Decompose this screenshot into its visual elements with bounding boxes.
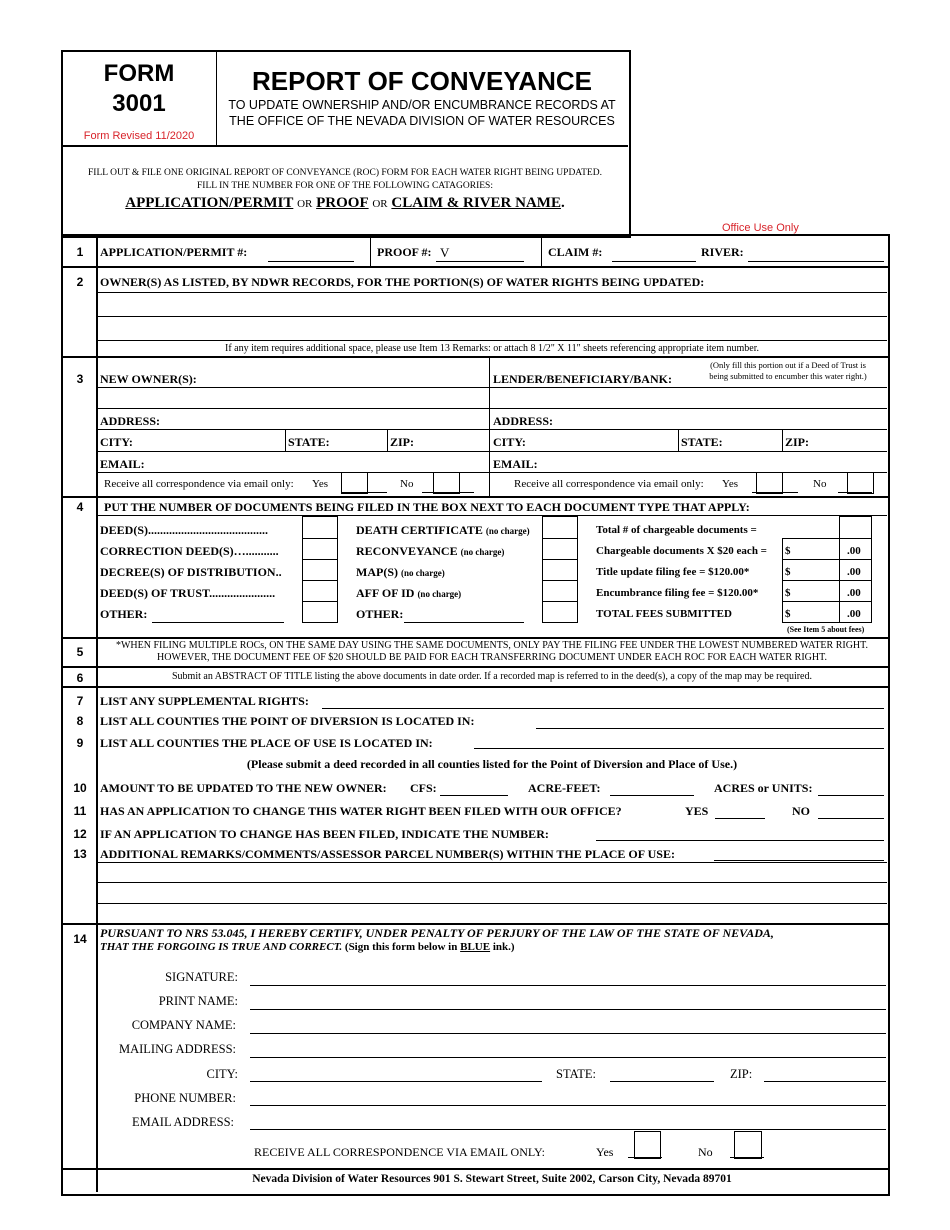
- doc-deeds-of-trust-label: DEED(S) OF TRUST......................: [100, 586, 276, 600]
- claim-label: CLAIM #:: [548, 245, 603, 259]
- maps-note: (no charge): [401, 568, 445, 578]
- lender-line[interactable]: [490, 408, 887, 409]
- total-chargeable-label: Total # of chargeable documents =: [596, 524, 757, 536]
- app-permit-field[interactable]: [268, 261, 354, 262]
- lender-state-label: STATE:: [681, 435, 723, 449]
- mailing-address-label: MAILING ADDRESS:: [118, 1042, 236, 1056]
- lender-no-checkbox[interactable]: [847, 472, 874, 494]
- total-chargeable-box[interactable]: [839, 516, 872, 539]
- decree-count-box[interactable]: [303, 560, 336, 580]
- total-fees-label: TOTAL FEES SUBMITTED: [596, 608, 732, 620]
- reconveyance-note: (no charge): [460, 547, 505, 557]
- company-name-label: COMPANY NAME:: [131, 1018, 236, 1032]
- category-proof: PROOF: [316, 195, 369, 211]
- doc-other-2-field[interactable]: [404, 622, 524, 623]
- category-claim: CLAIM & RIVER NAME: [391, 195, 561, 211]
- doc-other-1-field[interactable]: [152, 622, 284, 623]
- river-label: RIVER:: [701, 245, 744, 259]
- new-owner-label: NEW OWNER(S):: [100, 372, 197, 386]
- maps-count-box[interactable]: [543, 560, 576, 580]
- total-fees-field[interactable]: [786, 602, 838, 621]
- or-2: OR: [372, 198, 388, 210]
- abstract-of-title-note: Submit an ABSTRACT OF TITLE listing the above documents in date order. If a recorded map is referred to in the deed(s), a copy of the map may be required.: [171, 671, 812, 682]
- cents-1: .00: [847, 545, 861, 557]
- dollar-sign-1: $: [785, 545, 791, 557]
- item-number-5: 5: [76, 645, 84, 659]
- new-owner-city-label: CITY:: [100, 435, 133, 449]
- item-number-10: 10: [73, 781, 87, 795]
- certification-line-2: [100, 941, 515, 953]
- doc-other-1-label: OTHER:: [100, 607, 148, 621]
- owners-label: OWNER(S) AS LISTED, BY NDWR RECORDS, FOR THE PORTION(S) OF WATER RIGHTS BEING UPDATED:: [100, 275, 705, 289]
- correction-deeds-count-box[interactable]: [303, 539, 336, 559]
- change-application-label: HAS AN APPLICATION TO CHANGE THIS WATER RIGHT BEEN FILED WITH OUR OFFICE?: [100, 804, 622, 818]
- new-owner-email-label: EMAIL:: [100, 457, 145, 471]
- item-number-9: 9: [76, 736, 84, 750]
- item-number-11: 11: [73, 804, 87, 818]
- supplemental-rights-label: LIST ANY SUPPLEMENTAL RIGHTS:: [100, 694, 309, 708]
- remarks-first-line[interactable]: [714, 860, 884, 861]
- form-revised: Form Revised 11/2020: [83, 130, 195, 142]
- lender-note: [690, 360, 886, 382]
- instruction-2: FILL IN THE NUMBER FOR ONE OF THE FOLLOWING CATAGORIES:: [197, 181, 493, 191]
- receive-no-label: No: [698, 1145, 713, 1159]
- city-field[interactable]: [250, 1081, 542, 1082]
- cfs-label: CFS:: [410, 781, 437, 795]
- reconveyance-text: RECONVEYANCE: [356, 544, 458, 558]
- change-yes-label: YES: [685, 804, 709, 818]
- doc-aff-of-id-label: [356, 586, 461, 601]
- death-certificate-text: DEATH CERTIFICATE: [356, 523, 483, 537]
- blue-ink: BLUE: [460, 941, 491, 953]
- lender-yes-checkbox[interactable]: [756, 472, 783, 494]
- proof-value[interactable]: V: [440, 245, 450, 260]
- category-app: APPLICATION/PERMIT: [125, 195, 294, 211]
- other-2-count-box[interactable]: [543, 602, 576, 621]
- receive-yes-label: Yes: [596, 1145, 614, 1159]
- office-use-label: Office Use Only: [722, 222, 799, 234]
- dollar-sign-2: $: [785, 566, 791, 578]
- death-certificate-count-box[interactable]: [543, 517, 576, 538]
- header-rule: [62, 145, 628, 147]
- aff-of-id-text: AFF OF ID: [356, 586, 415, 600]
- header-divider: [216, 52, 217, 146]
- cfs-field[interactable]: [440, 795, 508, 796]
- maps-text: MAP(S): [356, 565, 398, 579]
- doc-maps-label: [356, 565, 445, 580]
- lender-address-label: ADDRESS:: [493, 414, 554, 428]
- owners-line-2[interactable]: [97, 340, 887, 341]
- pou-counties-field[interactable]: [474, 748, 884, 749]
- print-name-field[interactable]: [250, 1009, 886, 1010]
- change-yes-field[interactable]: [715, 818, 765, 819]
- new-owner-state-label: STATE:: [288, 435, 330, 449]
- item-number-7: 7: [76, 694, 84, 708]
- new-owner-line[interactable]: [97, 408, 489, 409]
- lender-yes-label: Yes: [722, 478, 739, 490]
- certification-true-correct: THAT THE FORGOING IS TRUE AND CORRECT.: [100, 941, 343, 953]
- or-1: OR: [297, 198, 313, 210]
- pod-counties-field[interactable]: [536, 728, 884, 729]
- state-field[interactable]: [610, 1081, 714, 1082]
- doc-decree-label: DECREE(S) OF DISTRIBUTION..: [100, 565, 282, 579]
- print-name-label: PRINT NAME:: [158, 994, 238, 1008]
- subtitle-1: TO UPDATE OWNERSHIP AND/OR ENCUMBRANCE RECORDS AT: [228, 98, 616, 112]
- item-number-2: 2: [76, 275, 84, 289]
- aff-of-id-note: (no charge): [417, 589, 462, 599]
- receive-no-checkbox[interactable]: [734, 1131, 762, 1159]
- item-number-12: 12: [73, 827, 87, 841]
- receive-email-label: RECEIVE ALL CORRESPONDENCE VIA EMAIL ONLY:: [254, 1145, 545, 1159]
- remarks-label: ADDITIONAL REMARKS/COMMENTS/ASSESSOR PARCEL NUMBER(S) WITHIN THE PLACE OF USE:: [100, 847, 675, 861]
- lender-no-label: No: [813, 478, 827, 490]
- signature-field[interactable]: [250, 985, 886, 986]
- item-number-1: 1: [76, 245, 84, 259]
- deeds-count-box[interactable]: [303, 517, 336, 538]
- city-label: CITY:: [206, 1067, 238, 1081]
- item-number-3: 3: [76, 372, 84, 386]
- encumbrance-fee-label: Encumbrance filing fee = $120.00*: [596, 587, 759, 599]
- email-address-field[interactable]: [250, 1129, 886, 1130]
- remarks-line-2[interactable]: [97, 882, 887, 883]
- cents-2: .00: [847, 566, 861, 578]
- mailing-address-field[interactable]: [250, 1057, 886, 1058]
- form-number: 3001: [112, 90, 166, 117]
- item-number-8: 8: [76, 714, 84, 728]
- acres-units-field[interactable]: [818, 795, 884, 796]
- lender-city-label: CITY:: [493, 435, 526, 449]
- change-no-field[interactable]: [818, 818, 884, 819]
- ink-text: ink.): [492, 941, 515, 953]
- pod-counties-label: LIST ALL COUNTIES THE POINT OF DIVERSION IS LOCATED IN:: [100, 714, 475, 728]
- supplemental-rights-field[interactable]: [322, 708, 884, 709]
- doc-reconveyance-label: [356, 544, 504, 559]
- proof-field[interactable]: [436, 261, 524, 262]
- doc-other-2-label: OTHER:: [356, 607, 404, 621]
- amount-label: AMOUNT TO BE UPDATED TO THE NEW OWNER:: [100, 781, 387, 795]
- new-owner-zip-label: ZIP:: [390, 435, 414, 449]
- item-number-13: 13: [73, 847, 87, 861]
- doc-death-certificate-label: [356, 523, 530, 538]
- cents-4: .00: [847, 608, 861, 620]
- lender-zip-label: ZIP:: [785, 435, 809, 449]
- zip-field[interactable]: [764, 1081, 886, 1082]
- zip-label: ZIP:: [730, 1067, 753, 1081]
- phone-number-label: PHONE NUMBER:: [134, 1091, 236, 1105]
- doc-correction-deeds-label: CORRECTION DEED(S)…...........: [100, 544, 279, 558]
- change-number-field[interactable]: [596, 840, 884, 841]
- lender-note-2: being submitted to encumber this water right.): [709, 371, 867, 381]
- title-update-fee-label: Title update filing fee = $120.00*: [596, 566, 750, 578]
- new-owner-address-label: ADDRESS:: [100, 414, 161, 428]
- dollar-sign-4: $: [785, 608, 791, 620]
- proof-label: PROOF #:: [377, 245, 432, 259]
- email-address-label: EMAIL ADDRESS:: [132, 1115, 234, 1129]
- acre-feet-label: ACRE-FEET:: [528, 781, 601, 795]
- signature-label: SIGNATURE:: [165, 970, 238, 984]
- lender-label: LENDER/BENEFICIARY/BANK:: [493, 372, 672, 386]
- additional-space-note: If any item requires additional space, please use Item 13 Remarks: or attach 8 1/2" X 11" sheets referencing appropriate item number.: [225, 343, 759, 354]
- multiple-roc-note: [97, 640, 887, 664]
- claim-field[interactable]: [612, 261, 696, 262]
- title-update-fee-field[interactable]: [786, 560, 838, 580]
- owners-line-1[interactable]: [97, 316, 887, 317]
- lender-note-1: (Only fill this portion out if a Deed of Trust is: [710, 360, 866, 370]
- form-label: FORM: [103, 60, 175, 87]
- death-certificate-note: (no charge): [485, 526, 530, 536]
- doc-deeds-label: DEED(S)........................................: [100, 523, 269, 537]
- encumbrance-fee-field[interactable]: [786, 581, 838, 601]
- page-title: REPORT OF CONVEYANCE: [252, 66, 592, 96]
- app-permit-label: APPLICATION/PERMIT #:: [100, 245, 248, 259]
- other-1-count-box[interactable]: [303, 602, 336, 621]
- categories-line: [62, 195, 628, 212]
- item-number-14: 14: [73, 932, 87, 946]
- chargeable-x20-label: Chargeable documents X $20 each =: [596, 545, 767, 557]
- instruction-1: FILL OUT & FILE ONE ORIGINAL REPORT OF CONVEYANCE (ROC) FORM FOR EACH WATER RIGHT BEING UPDATED.: [88, 168, 602, 178]
- documents-heading: PUT THE NUMBER OF DOCUMENTS BEING FILED IN THE BOX NEXT TO EACH DOCUMENT TYPE THAT APPLY:: [104, 500, 750, 514]
- multiple-roc-line-1: *WHEN FILING MULTIPLE ROCs, ON THE SAME DAY USING THE SAME DOCUMENTS, ONLY PAY THE FILING FEE UNDER THE LOWEST NUMBERED WATER RIGHT.: [115, 640, 869, 651]
- change-no-label: NO: [792, 804, 810, 818]
- cents-3: .00: [847, 587, 861, 599]
- sign-instruction: (Sign this form below in: [344, 941, 458, 953]
- receive-yes-checkbox[interactable]: [634, 1131, 661, 1159]
- new-owner-no-checkbox[interactable]: [433, 472, 460, 494]
- new-owner-no-label: No: [400, 478, 414, 490]
- certification-line-1: PURSUANT TO NRS 53.045, I HEREBY CERTIFY, UNDER PENALTY OF PERJURY OF THE LAW OF THE STATE OF NEVADA,: [100, 926, 774, 940]
- multiple-roc-line-2: HOWEVER, THE DOCUMENT FEE OF $20 SHOULD BE PAID FOR EACH TRANSFERRING DOCUMENT UNDER EACH ROC FOR EACH WATER RIGHT.: [157, 652, 827, 663]
- acres-units-label: ACRES or UNITS:: [714, 781, 813, 795]
- footer-address: Nevada Division of Water Resources 901 S. Stewart Street, Suite 2002, Carson City, Nevada 89701: [252, 1173, 732, 1185]
- company-name-field[interactable]: [250, 1033, 886, 1034]
- deed-recording-note: (Please submit a deed recorded in all counties listed for the Point of Diversion and Place of Use.): [246, 757, 738, 771]
- acre-feet-field[interactable]: [610, 795, 694, 796]
- lender-email-label: EMAIL:: [493, 457, 538, 471]
- reconveyance-count-box[interactable]: [543, 539, 576, 559]
- new-owner-receive-label: Receive all correspondence via email only:: [104, 478, 294, 490]
- new-owner-yes-checkbox[interactable]: [341, 472, 368, 494]
- new-owner-yes-label: Yes: [312, 478, 329, 490]
- river-field[interactable]: [748, 261, 884, 262]
- fee-note: (See Item 5 about fees): [787, 625, 865, 634]
- phone-number-field[interactable]: [250, 1105, 886, 1106]
- chargeable-fee-field[interactable]: [786, 539, 838, 559]
- deeds-of-trust-count-box[interactable]: [303, 581, 336, 601]
- remarks-line-3[interactable]: [97, 903, 887, 904]
- change-number-label: IF AN APPLICATION TO CHANGE HAS BEEN FILED, INDICATE THE NUMBER:: [100, 827, 549, 841]
- dollar-sign-3: $: [785, 587, 791, 599]
- subtitle-2: THE OFFICE OF THE NEVADA DIVISION OF WATER RESOURCES: [229, 114, 615, 128]
- period: .: [560, 195, 565, 211]
- lender-receive-label: Receive all correspondence via email only:: [514, 478, 704, 490]
- item-number-6: 6: [76, 671, 84, 685]
- item-number-4: 4: [76, 500, 84, 514]
- pou-counties-label: LIST ALL COUNTIES THE PLACE OF USE IS LOCATED IN:: [100, 736, 433, 750]
- aff-of-id-count-box[interactable]: [543, 581, 576, 601]
- state-label: STATE:: [556, 1067, 596, 1081]
